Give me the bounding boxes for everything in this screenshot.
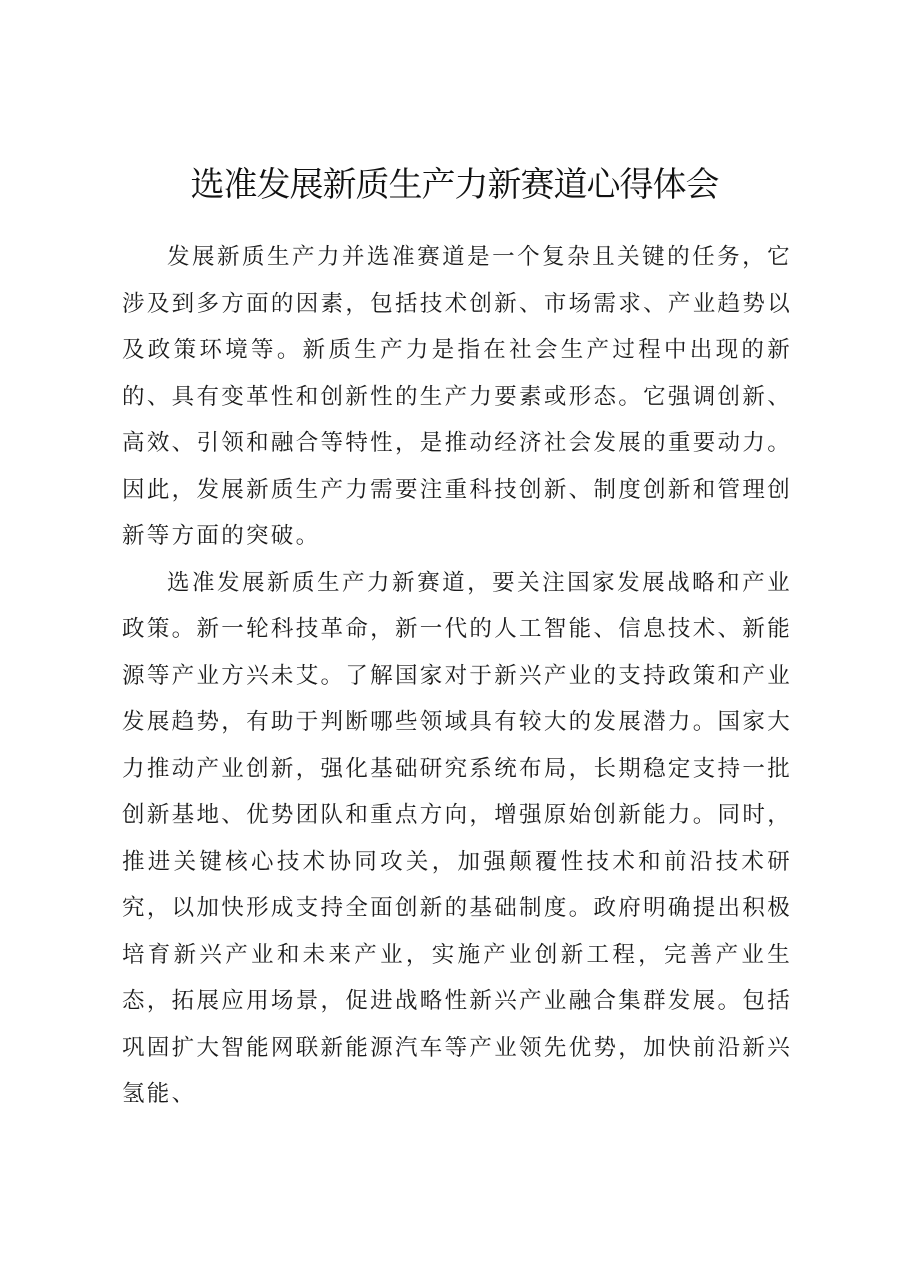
paragraph-2: 选准发展新质生产力新赛道，要关注国家发展战略和产业政策。新一轮科技革命，新一代的人工智能、信息技术、新能源等产业方兴未艾。了解国家对于新兴产业的支持政策和产业发展趋势，有助于判断哪些领域具有较大的发展潜力。国家大力推动产业创新，强化基础研究系统布局，长期稳定支持一批创新基地、优势团队和重点方向，增强原始创新能力。同时，推进关键核心技术协同攻关，加强颠覆性技术和前沿技术研究，以加快形成支持全面创新的基础制度。政府明确提出积极培育新兴产业和未来产业，实施产业创新工程，完善产业生态，拓展应用场景，促进战略性新兴产业融合集群发展。包括巩固扩大智能网联新能源汽车等产业领先优势，加快前沿新兴氢能、 [122,569,792,1107]
document-body [122,234,792,1118]
document-title: 选准发展新质生产力新赛道心得体会 [190,165,719,205]
paragraph-1: 发展新质生产力并选准赛道是一个复杂且关键的任务，它涉及到多方面的因素，包括技术创新、市场需求、产业趋势以及政策环境等。新质生产力是指在社会生产过程中出现的新的、具有变革性和创新性的生产力要素或形态。它强调创新、高效、引领和融合等特性，是推动经济社会发展的重要动力。因此，发展新质生产力需要注重科技创新、制度创新和管理创新等方面的突破。 [122,244,792,549]
